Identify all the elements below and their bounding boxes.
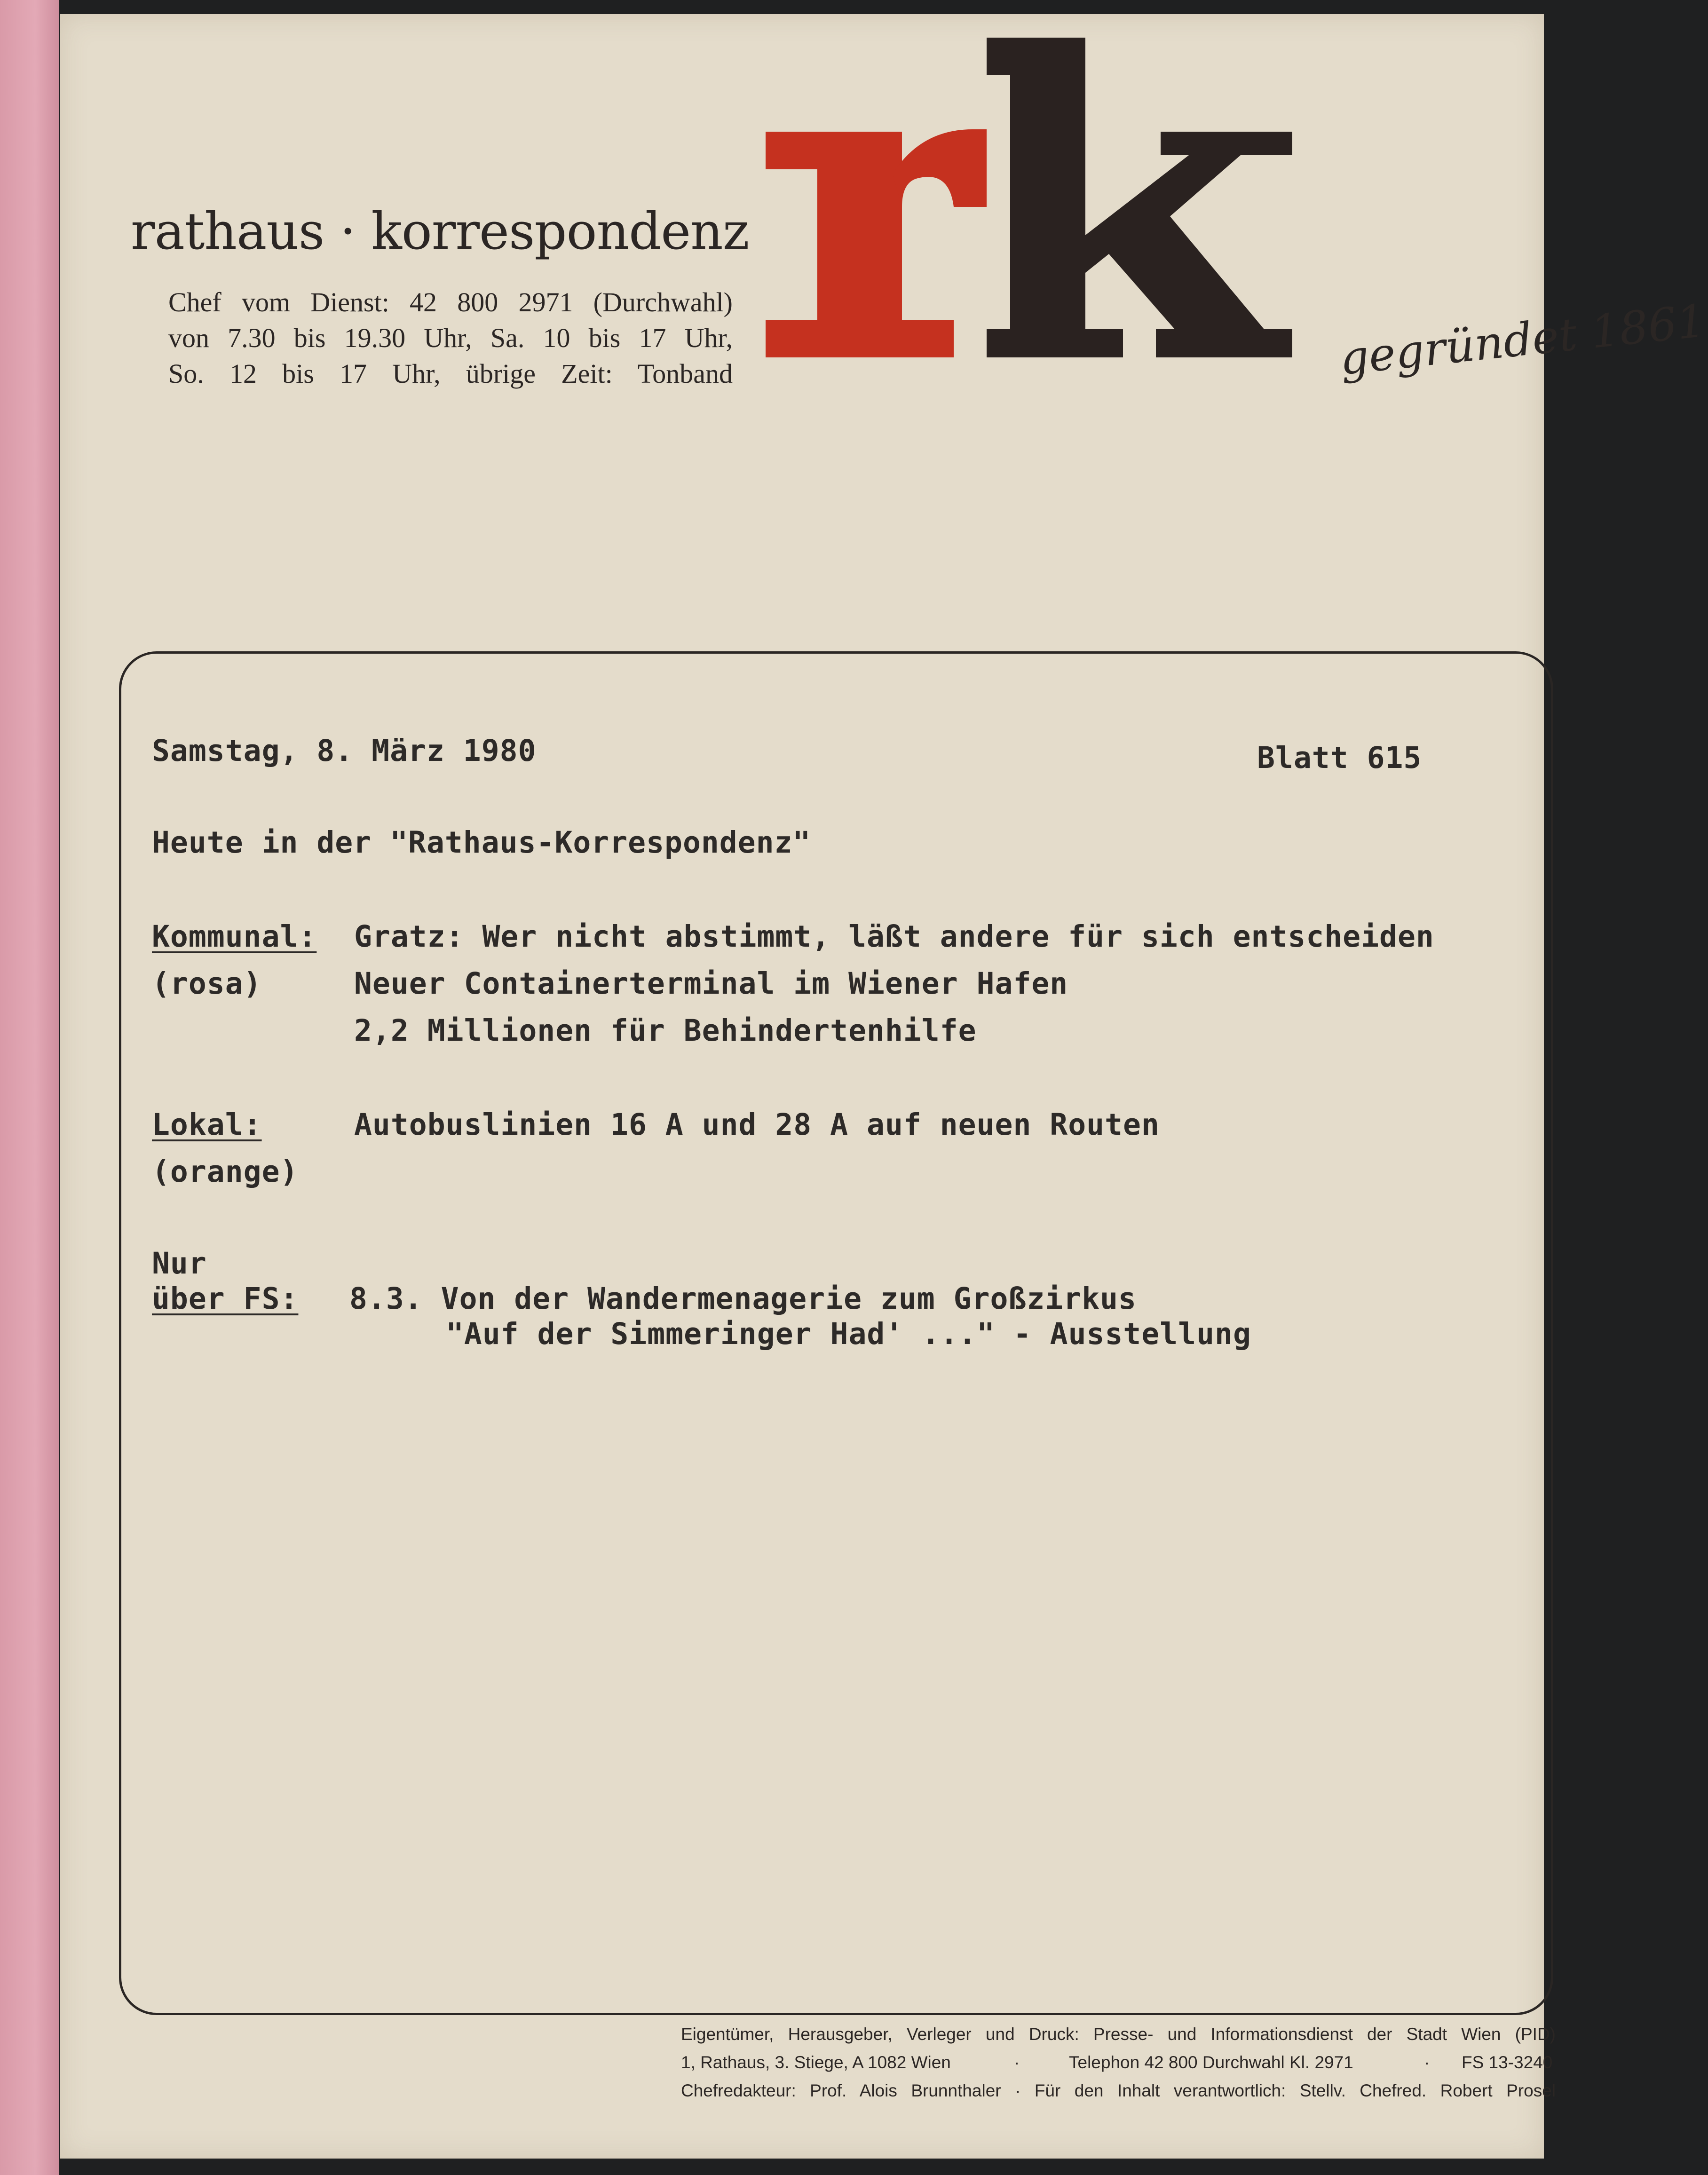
contact-line: So. 12 bis 17 Uhr, übrige Zeit: Tonband xyxy=(168,358,733,389)
contact-line: Chef vom Dienst: 42 800 2971 (Durchwahl) xyxy=(168,287,733,317)
headline-item: Autobuslinien 16 A und 28 A auf neuen Routen xyxy=(354,1107,1160,1142)
section-label-fs-line2: über FS: xyxy=(152,1281,299,1316)
footer-telephone: Telephon 42 800 Durchwahl Kl. 2971 xyxy=(1069,2053,1353,2072)
masthead-title: rathaus · korrespondenz xyxy=(131,202,749,261)
logo-letter-r xyxy=(766,129,987,357)
section-label-kommunal: Kommunal: xyxy=(152,919,317,954)
footer-editors: Chefredakteur: Prof. Alois Brunnthaler · Für den Inhalt verantwortlich: Stellv. Chefred. Robert Prosel xyxy=(681,2081,1556,2100)
headline-item: 2,2 Millionen für Behindertenhilfe xyxy=(354,1013,977,1048)
footer-separator: · xyxy=(1014,2053,1020,2072)
bulletin-frame xyxy=(119,651,1553,2015)
rk-logo xyxy=(766,38,1292,376)
headline-item: Gratz: Wer nicht abstimmt, läßt andere für sich entscheiden xyxy=(354,919,1434,954)
headline-item: "Auf der Simmeringer Had' ..." - Ausstellung xyxy=(446,1317,1251,1351)
left-edge-strip xyxy=(0,0,59,2175)
footer-address: 1, Rathaus, 3. Stiege, A 1082 Wien xyxy=(681,2053,951,2072)
footer-telex: FS 13-3240 xyxy=(1462,2053,1553,2072)
section-label-lokal: Lokal: xyxy=(152,1107,262,1142)
footer-publisher: Eigentümer, Herausgeber, Verleger und Druck: Presse- und Informationsdienst der Stadt Wien (PID) xyxy=(681,2025,1556,2044)
section-label-fs-line1: Nur xyxy=(152,1246,207,1281)
sheet-number: Blatt 615 xyxy=(1257,741,1422,775)
masthead-contact-info xyxy=(168,285,733,392)
section-sublabel-lokal: (orange) xyxy=(152,1155,299,1189)
section-sublabel-kommunal: (rosa) xyxy=(152,966,262,1001)
footer-separator: · xyxy=(1424,2053,1430,2072)
contact-line: von 7.30 bis 19.30 Uhr, Sa. 10 bis 17 Uhr, xyxy=(168,323,733,353)
founded-signature: gegründet 1861 xyxy=(1337,294,1708,385)
headline-item: 8.3. Von der Wandermenagerie zum Großzirkus xyxy=(349,1281,1137,1316)
bulletin-intro: Heute in der "Rathaus-Korrespondenz" xyxy=(152,825,811,860)
bulletin-date: Samstag, 8. März 1980 xyxy=(152,734,537,768)
headline-item: Neuer Containerterminal im Wiener Hafen xyxy=(354,966,1068,1001)
document-page xyxy=(60,14,1708,2159)
logo-letter-k xyxy=(987,38,1292,357)
